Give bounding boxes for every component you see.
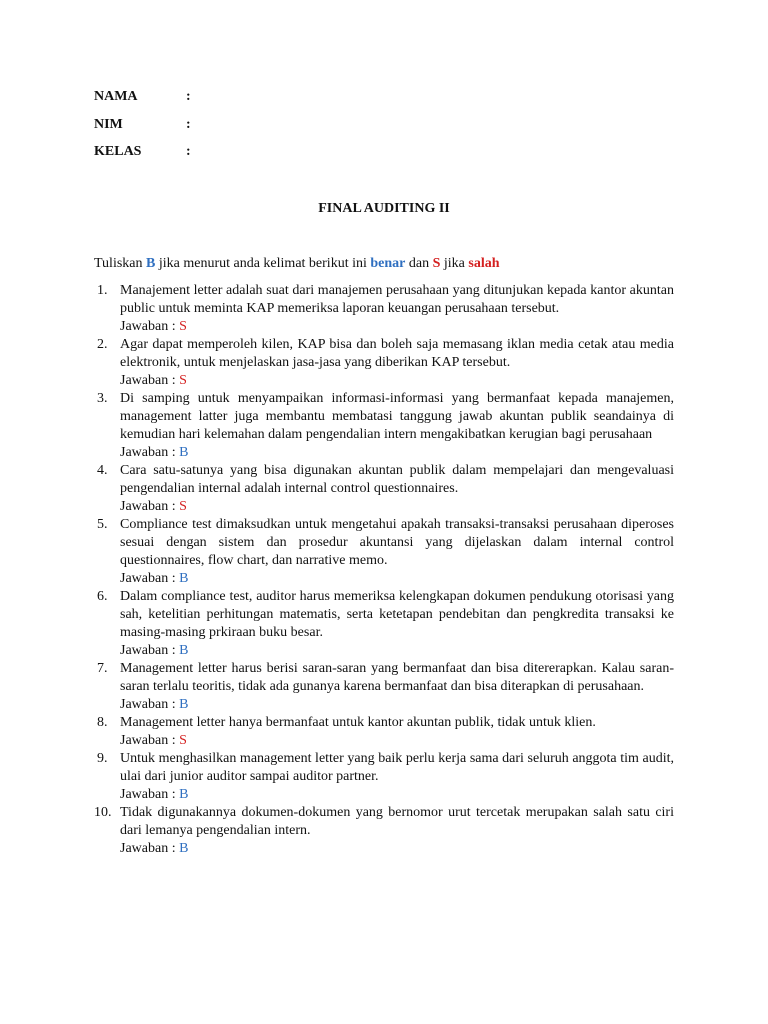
answer-line [120,786,674,804]
answer-value: B [179,697,189,712]
answer-line [120,570,674,588]
question-text: Management letter harus berisi saran-saran yang bermanfaat dan bisa ditererapkan. Kalau saran-saran terlalu teoritis, tidak ada gunanya karena bermanfaat dan bisa diterapkan di perusahaan. [120,661,674,694]
instruction-text: dan [405,256,433,271]
question-number: 8. [97,715,108,730]
answer-value: B [179,787,189,802]
field-colon: : [186,144,191,159]
identity-fields [94,88,191,171]
answer-label: Jawaban : [120,787,180,802]
question-item [94,588,674,660]
answer-value: B [179,643,189,658]
answer-value: S [179,733,187,748]
question-item [94,282,674,336]
question-list [94,282,674,858]
question-text: Agar dapat memperoleh kilen, KAP bisa dan boleh saja memasang iklan media cetak atau media elektronik, untuk menjelaskan jasa-jasa yang diberikan KAP tersebut. [120,337,674,370]
field-nama [94,88,191,116]
question-number: 5. [97,517,108,532]
question-number: 3. [97,391,108,406]
question-text: Dalam compliance test, auditor harus memeriksa kelengkapan dokumen pendukung otorisasi yang sah, ketelitian perhitungan matematis, serta ketetapan pendebitan dan pengkredita transaksi ke masing-masing prkiraan buku besar. [120,589,674,640]
instruction-text: jika menurut anda kelimat berikut ini [155,256,371,271]
question-text: Compliance test dimaksudkan untuk mengetahui apakah transaksi-transaksi perusahaan diperoses sesuai dengan sistem dan prosedur akuntansi yang dijelaskan dalam internal control questionnaires, flow chart, dan narrative memo. [120,517,674,568]
field-nim [94,116,191,144]
answer-label: Jawaban : [120,697,180,712]
question-item [94,750,674,804]
question-number: 7. [97,661,108,676]
answer-line [120,642,674,660]
answer-label: Jawaban : [120,733,180,748]
answer-label: Jawaban : [120,499,180,514]
answer-label: Jawaban : [120,571,180,586]
answer-label: Jawaban : [120,445,180,460]
answer-label: Jawaban : [120,841,180,856]
benar-word: benar [370,256,406,271]
question-text: Untuk menghasilkan management letter yang baik perlu kerja sama dari seluruh anggota tim audit, ulai dari junior auditor sampai auditor partner. [120,751,674,784]
question-number: 4. [97,463,108,478]
question-text: Di samping untuk menyampaikan informasi-informasi yang bermanfaat kepada manajemen, management latter juga membantu membatasi tanggung jawab akuntan publik seandainya di kemudian hari kelemahan dalam pengendalian intern mengakibatkan kerugian bagi perusahaan [120,391,674,442]
answer-line [120,696,674,714]
b-letter: B [146,256,156,271]
question-text: Tidak digunakannya dokumen-dokumen yang bernomor urut tercetak merupakan salah satu ciri dari lemanya pengendalian intern. [120,805,674,838]
question-number: 1. [97,283,108,298]
field-colon: : [186,116,191,132]
field-label: KELAS [94,144,142,159]
instruction-text: jika [440,256,469,271]
question-item [94,336,674,390]
answer-line [120,444,674,462]
answer-value: B [179,571,189,586]
answer-label: Jawaban : [120,643,180,658]
question-item [94,660,674,714]
answer-line [120,840,674,858]
answer-line [120,498,674,516]
salah-word: salah [468,256,500,271]
answer-value: S [179,319,187,334]
field-label: NAMA [94,89,138,104]
instruction-line [94,255,500,273]
answer-label: Jawaban : [120,319,180,334]
field-kelas [94,143,191,171]
question-number: 2. [97,337,108,352]
answer-value: B [179,445,189,460]
answer-label: Jawaban : [120,373,180,388]
answer-value: B [179,841,189,856]
page-title: FINAL AUDITING II [318,201,450,216]
question-item [94,390,674,462]
question-number: 6. [97,589,108,604]
answer-value: S [179,373,187,388]
question-text: Management letter hanya bermanfaat untuk kantor akuntan publik, tidak untuk klien. [120,715,596,730]
answer-line [120,318,674,336]
question-number: 9. [97,751,108,766]
s-letter: S [432,256,441,271]
field-label: NIM [94,116,123,132]
field-colon: : [186,89,191,104]
answer-line [120,372,674,390]
question-item [94,462,674,516]
answer-line [120,732,674,750]
question-number: 10. [94,805,112,820]
question-item [94,714,674,750]
question-item [94,804,674,858]
question-text: Manajement letter adalah suat dari manajemen perusahaan yang ditunjukan kepada kantor akuntan public untuk meminta KAP memeriksa laporan keuangan perusahaan tersebut. [120,283,674,316]
instruction-text: Tuliskan [94,256,147,271]
question-text: Cara satu-satunya yang bisa digunakan akuntan publik dalam mempelajari dan mengevaluasi pengendalian internal adalah internal control questionnaires. [120,463,674,496]
answer-value: S [179,499,187,514]
question-item [94,516,674,588]
